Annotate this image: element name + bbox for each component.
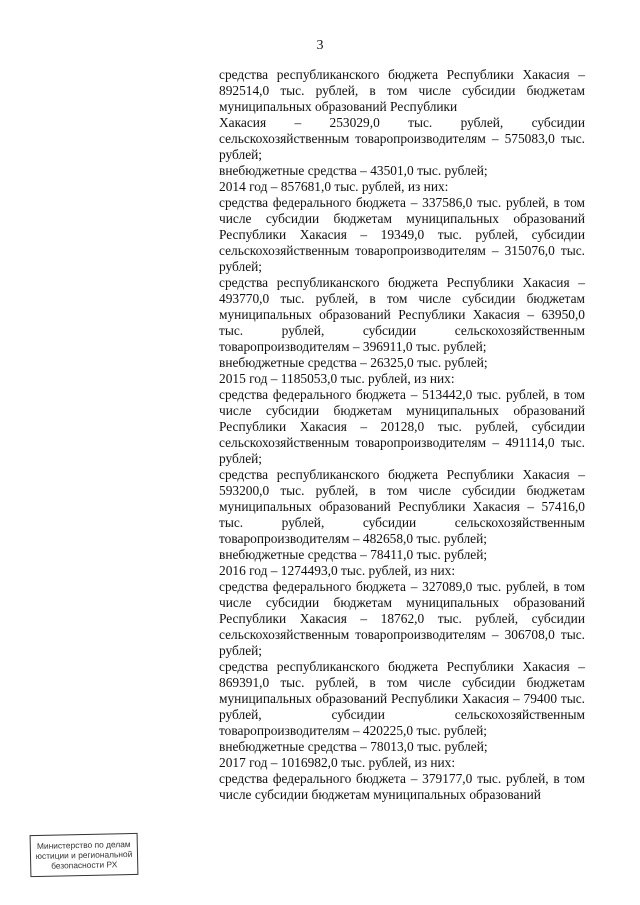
page-number: 3	[316, 38, 324, 53]
paragraph: внебюджетные средства – 26325,0 тыс. рублей;	[219, 355, 488, 370]
paragraph: средства республиканского бюджета Республики Хакасия – 493770,0 тыс. рублей, в том числе субсидии бюджетам муниципальных образований Республики Хакасия – 63950,0 тыс. рублей, субсидии сельскохозяйственным товаропроизводителям – 396911,0 тыс. рублей;	[219, 275, 585, 354]
paragraph: средства федерального бюджета – 513442,0 тыс. рублей, в том числе субсидии бюджетам муниципальных образований Республики Хакасия – 20128,0 тыс. рублей, субсидии сельскохозяйственным товаропроизводителям – 491114,0 тыс. рублей;	[219, 387, 585, 466]
paragraph: средства федерального бюджета – 337586,0 тыс. рублей, в том числе субсидии бюджетам муниципальных образований Республики Хакасия – 19349,0 тыс. рублей, субсидии сельскохозяйственным товаропроизводителям – 315076,0 тыс. рублей;	[219, 195, 585, 274]
paragraph: средства республиканского бюджета Республики Хакасия – 593200,0 тыс. рублей, в том числе субсидии бюджетам муниципальных образований Республики Хакасия – 57416,0 тыс. рублей, субсидии сельскохозяйственным товаропроизводителям – 482658,0 тыс. рублей;	[219, 467, 585, 546]
paragraph: внебюджетные средства – 78013,0 тыс. рублей;	[219, 739, 488, 754]
paragraph: средства федерального бюджета – 379177,0 тыс. рублей, в том числе субсидии бюджетам муниципальных образований	[219, 771, 585, 802]
paragraph: 2017 год – 1016982,0 тыс. рублей, из них:	[219, 755, 456, 770]
paragraph: средства республиканского бюджета Республики Хакасия – 869391,0 тыс. рублей, в том числе субсидии бюджетам муниципальных образований Республики Хакасия – 79400 тыс. рублей, субсидии сельскохозяйственным товаропроизводителям – 420225,0 тыс. рублей;	[219, 659, 585, 738]
paragraph: 2016 год – 1274493,0 тыс. рублей, из них:	[219, 563, 456, 578]
ministry-stamp	[30, 833, 139, 877]
paragraph: 2014 год – 857681,0 тыс. рублей, из них:	[219, 179, 449, 194]
stamp-line: безопасности РХ	[51, 859, 118, 871]
paragraph: Хакасия – 253029,0 тыс. рублей, субсидии сельскохозяйственным товаропроизводителям – 575083,0 тыс. рублей;	[219, 115, 585, 162]
stamp-line: Министерство по делам	[36, 839, 131, 851]
paragraph: 2015 год – 1185053,0 тыс. рублей, из них:	[219, 371, 455, 386]
paragraph: средства республиканского бюджета Республики Хакасия – 892514,0 тыс. рублей, в том числе субсидии бюджетам муниципальных образований Республики	[219, 67, 585, 114]
stamp-line: юстиции и региональной	[35, 848, 133, 862]
paragraph: средства федерального бюджета – 327089,0 тыс. рублей, в том числе субсидии бюджетам муниципальных образований Республики Хакасия – 18762,0 тыс. рублей, субсидии сельскохозяйственным товаропроизводителям – 306708,0 тыс. рублей;	[219, 579, 585, 658]
paragraph: внебюджетные средства – 78411,0 тыс. рублей;	[219, 547, 488, 562]
paragraph: внебюджетные средства – 43501,0 тыс. рублей;	[219, 163, 488, 178]
body-text	[219, 67, 585, 803]
